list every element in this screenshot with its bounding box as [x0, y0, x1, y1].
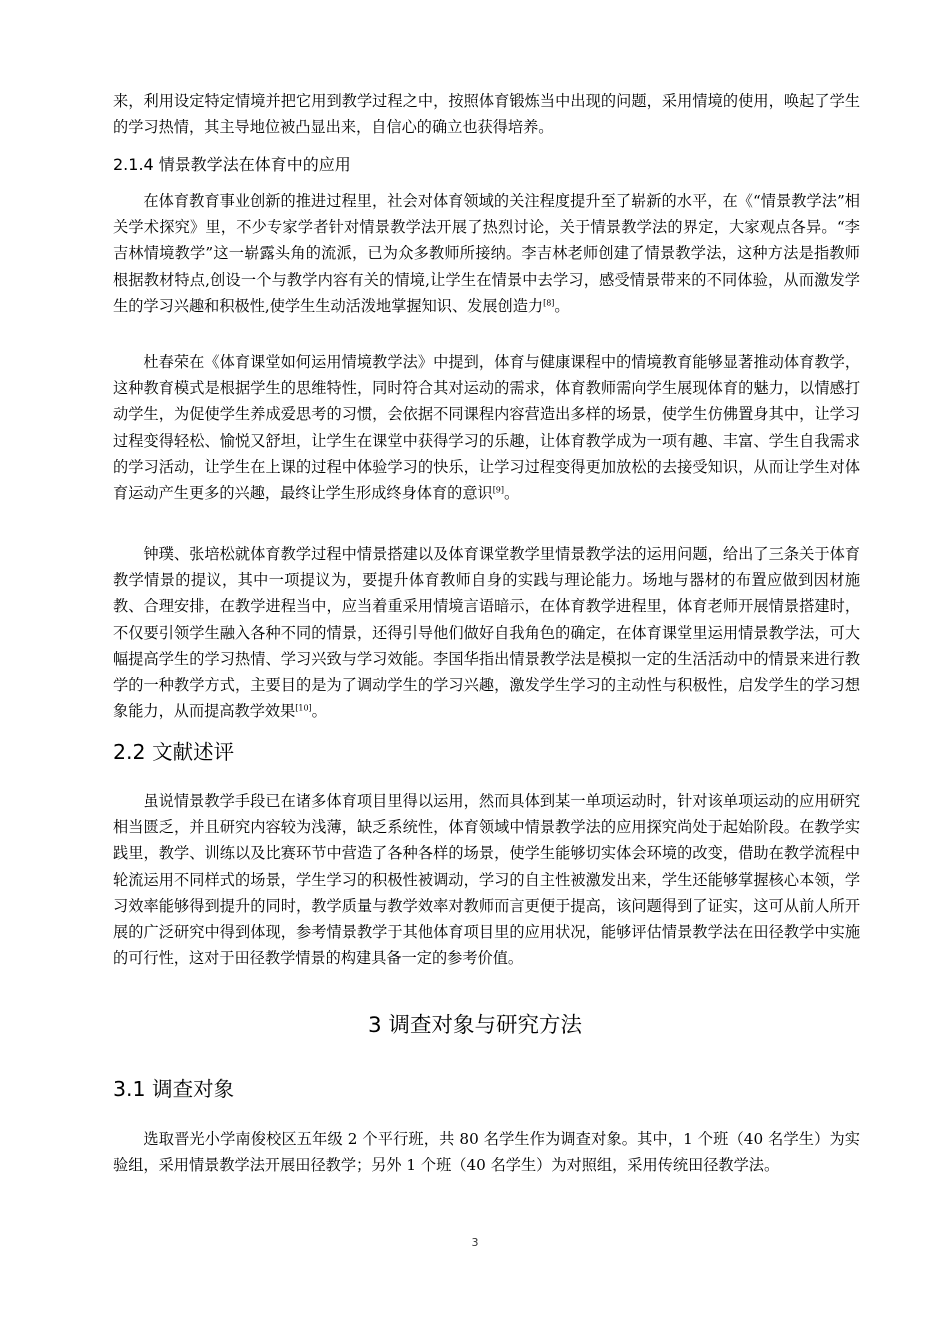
paragraph-text: 在体育教育事业创新的推进过程里，社会对体育领域的关注程度提升至了崭新的水平，在《“情景教学法”相关学术探究》里，不少专家学者针对情景教学法开展了热烈讨论，关于情景教学法的界定，大家观点各异。“李吉林情境教学”这一崭露头角的流派，已为众多教师所接纳。李吉林老师创建了情景教学法，这种方法是指教师根据教材特点,创设一个与教学内容有关的情境,让学生在情景中去学习，感受情景带来的不同体验，从而激发学生的学习兴趣和积极性,使学生生动活泼地掌握知识、发展创造力: [113, 192, 860, 315]
paragraph-text: 钟璞、张培松就体育教学过程中情景搭建以及体育课堂教学里情景教学法的运用问题，给出了三条关于体育教学情景的提议，其中一项提议为，要提升体育教师自身的实践与理论能力。场地与器材的布置应做到因材施教、合理安排，在教学进程当中，应当着重采用情境言语暗示，在体育教学进程里，体育老师开展情景搭建时，不仅要引领学生融入各种不同的情景，还得引导他们做好自我角色的确定，在体育课堂里运用情景教学法，可大幅提高学生的学习热情、学习兴致与学习效能。李国华指出情景教学法是模拟一定的生活活动中的情景来进行教学的一种教学方式，主要目的是为了调动学生的学习兴趣，激发学生学习的主动性与积极性，启发学生的学习想象能力，从而提高教学效果: [113, 545, 860, 721]
paragraph-end: 。: [311, 702, 327, 721]
intro-paragraph: 来，利用设定特定情境并把它用到教学过程之中，按照体育锻炼当中出现的问题，采用情境的使用，唤起了学生的学习热情，其主导地位被凸显出来，自信心的确立也获得培养。: [113, 92, 860, 137]
page-number: 3: [471, 1236, 479, 1249]
paragraph-end: 。: [554, 296, 570, 315]
section-3-1-paragraph: 选取晋光小学南俊校区五年级 2 个平行班，共 80 名学生作为调查对象。其中，1 个班（40 名学生）为实验组，采用情景教学法开展田径教学；另外 1 个班（40 名学生）为对照组，采用传统田径教学法。: [113, 1130, 860, 1175]
citation-ref: [10]: [295, 703, 312, 713]
section-2-2-heading: 2.2 文献述评: [113, 740, 235, 764]
section-2-1-4-paragraph-2: [113, 349, 860, 506]
section-2-1-4-paragraph-1: [113, 188, 860, 319]
section-2-1-4-paragraph-3: [113, 541, 860, 724]
citation-ref: [8]: [543, 298, 555, 308]
section-2-2-paragraph: 虽说情景教学手段已在诸多体育项目里得以运用，然而具体到某一单项运动时，针对该单项运动的应用研究相当匮乏，并且研究内容较为浅薄，缺乏系统性，体育领域中情景教学法的应用探究尚处于起始阶段。在教学实践里，教学、训练以及比赛环节中营造了各种各样的场景，使学生能够切实体会环境的改变，借助在教学流程中轮流运用不同样式的场景，学生学习的积极性被调动，学习的自主性被激发出来，学生还能够掌握核心本领，学习效率能够得到提升的同时，教学质量与教学效率对教师而言更便于提高，该问题得到了证实，这可从前人所开展的广泛研究中得到体现，参考情景教学于其他体育项目里的应用状况，能够评估情景教学法在田径教学中实施的可行性，这对于田径教学情景的构建具备一定的参考价值。: [113, 792, 860, 968]
paragraph-end: 。: [504, 484, 520, 503]
section-2-1-4-heading: 2.1.4 情景教学法在体育中的应用: [113, 155, 351, 174]
citation-ref: [9]: [492, 485, 505, 495]
paragraph-text: 杜春荣在《体育课堂如何运用情境教学法》中提到，体育与健康课程中的情境教育能够显著推动体育教学，这种教育模式是根据学生的思维特性，同时符合其对运动的需求，体育教师需向学生展现体育的魅力，以情感打动学生，为促使学生养成爱思考的习惯，会依据不同课程内容营造出多样的场景，使学生仿佛置身其中，让学习过程变得轻松、愉悦又舒坦，让学生在课堂中获得学习的乐趣，让体育教学成为一项有趣、丰富、学生自我需求的学习活动，让学生在上课的过程中体验学习的快乐，让学习过程变得更加放松的去接受知识，从而让学生对体育运动产生更多的兴趣，最终让学生形成终身体育的意识: [113, 353, 860, 503]
section-3-1-heading: 3.1 调查对象: [113, 1077, 235, 1101]
chapter-3-heading: 3 调查对象与研究方法: [367, 1013, 582, 1038]
